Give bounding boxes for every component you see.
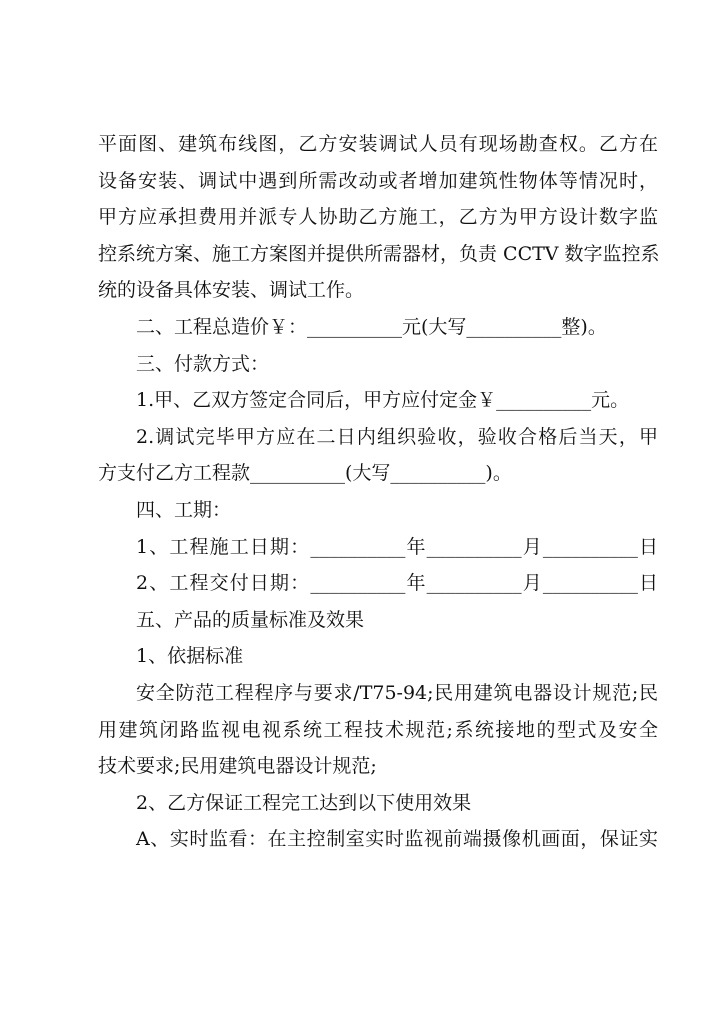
section-schedule-heading: 四、工期：: [136, 498, 232, 521]
payment-item-2: 2.调试完毕甲方应在二日内组织验收，验收合格后当天，甲: [136, 425, 658, 448]
construction-date: 1、工程施工日期：__________年__________月__________日: [136, 535, 658, 558]
paragraph-line: 统的设备具体安装、调试工作。: [98, 279, 365, 302]
paragraph-line: 控系统方案、施工方案图并提供所需器材，负责 CCTV 数字监控系: [98, 242, 660, 265]
delivery-date: 2、工程交付日期：__________年__________月__________日: [136, 572, 658, 595]
document-page: [98, 126, 658, 858]
section-quality-heading: 五、产品的质量标准及效果: [136, 608, 365, 631]
paragraph-line: 甲方应承担费用并派专人协助乙方施工，乙方为甲方设计数字监: [98, 206, 658, 229]
quality-basis-heading: 1、依据标准: [136, 645, 244, 668]
payment-item-2-cont: 方支付乙方工程款__________(大写__________)。: [98, 462, 512, 485]
standards-line: 用建筑闭路监视电视系统工程技术规范;系统接地的型式及安全: [98, 718, 658, 741]
realtime-monitoring: A、实时监看：在主控制室实时监视前端摄像机画面，保证实: [136, 828, 658, 851]
standards-line: 安全防范工程程序与要求/T75-94;民用建筑电器设计规范;民: [136, 681, 658, 704]
effects-heading: 2、乙方保证工程完工达到以下使用效果: [136, 791, 472, 814]
section-payment-heading: 三、付款方式：: [136, 352, 270, 375]
paragraph-line: 设备安装、调试中遇到所需改动或者增加建筑性物体等情况时，: [98, 169, 658, 192]
standards-line: 技术要求;民用建筑电器设计规范;: [98, 755, 377, 778]
section-total-price: 二、工程总造价￥：__________元(大写__________整)。: [136, 315, 607, 338]
paragraph-line: 平面图、建筑布线图，乙方安装调试人员有现场勘查权。乙方在: [98, 133, 658, 155]
payment-item-1: 1.甲、乙双方签定合同后，甲方应付定金￥__________元。: [136, 389, 630, 412]
